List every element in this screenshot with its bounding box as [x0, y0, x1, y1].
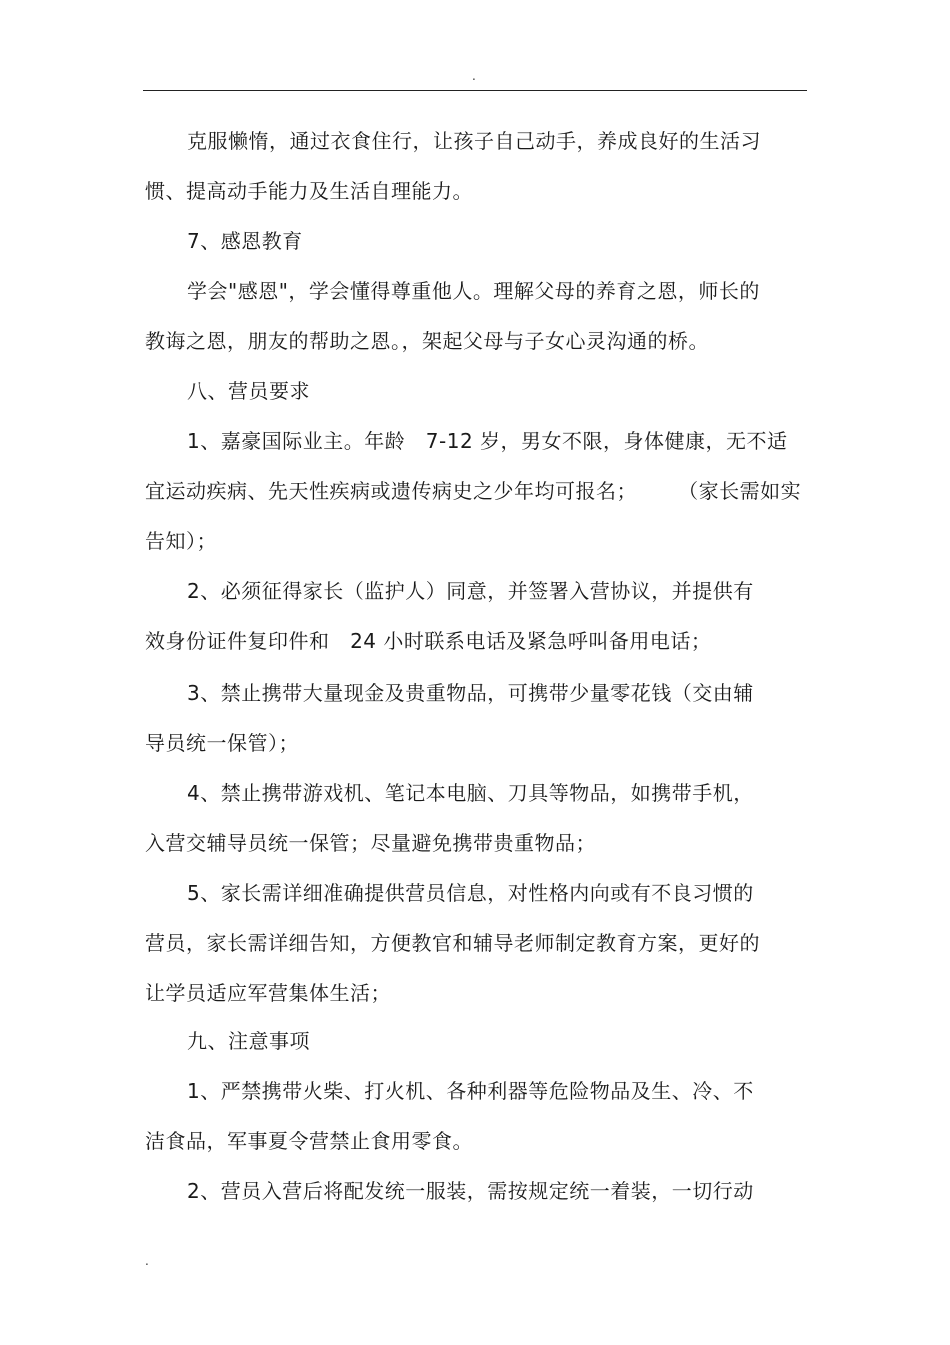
- paragraph-line: 告知）；: [145, 529, 217, 553]
- paragraph-line: 克服懒惰，通过衣食住行，让孩子自己动手，养成良好的生活习: [187, 129, 761, 153]
- paragraph-line: 教诲之恩，朋友的帮助之恩。，架起父母与子女心灵沟通的桥。: [145, 329, 709, 353]
- header-mark: .: [472, 69, 476, 83]
- paragraph-line: 1、嘉豪国际业主。年龄 7-12 岁，男女不限，身体健康，无不适: [187, 429, 788, 453]
- paragraph-line: 让学员适应军营集体生活；: [145, 981, 391, 1005]
- paragraph-line: 营员，家长需详细告知，方便教官和辅导老师制定教育方案，更好的: [145, 931, 760, 955]
- section-heading: 八、营员要求: [187, 379, 310, 403]
- paragraph-line: 2、必须征得家长（监护人）同意，并签署入营协议，并提供有: [187, 579, 754, 603]
- paragraph-line: 效身份证件复印件和 24 小时联系电话及紧急呼叫备用电话；: [145, 629, 712, 653]
- paragraph-line: 4、禁止携带游戏机、笔记本电脑、刀具等物品，如携带手机，: [187, 781, 754, 805]
- paragraph-line: 入营交辅导员统一保管；尽量避免携带贵重物品；: [145, 831, 596, 855]
- section-heading: 7、感恩教育: [187, 229, 303, 253]
- header-rule: [143, 90, 807, 91]
- paragraph-line: 2、营员入营后将配发统一服装，需按规定统一着装，一切行动: [187, 1179, 754, 1203]
- paragraph-line: 导员统一保管）；: [145, 731, 299, 755]
- footer-mark: .: [145, 1254, 149, 1268]
- paragraph-line: 惯、提高动手能力及生活自理能力。: [145, 179, 473, 203]
- paragraph-line: 学会"感恩"，学会懂得尊重他人。理解父母的养育之恩，师长的: [187, 279, 760, 303]
- paragraph-line: 洁食品，军事夏令营禁止食用零食。: [145, 1129, 473, 1153]
- section-heading: 九、注意事项: [187, 1029, 310, 1053]
- paragraph-line: 宜运动疾病、先天性疾病或遗传病史之少年均可报名； （家长需如实: [145, 479, 802, 503]
- paragraph-line: 5、家长需详细准确提供营员信息，对性格内向或有不良习惯的: [187, 881, 754, 905]
- paragraph-line: 3、禁止携带大量现金及贵重物品，可携带少量零花钱（交由辅: [187, 681, 754, 705]
- paragraph-line: 1、严禁携带火柴、打火机、各种利器等危险物品及生、冷、不: [187, 1079, 754, 1103]
